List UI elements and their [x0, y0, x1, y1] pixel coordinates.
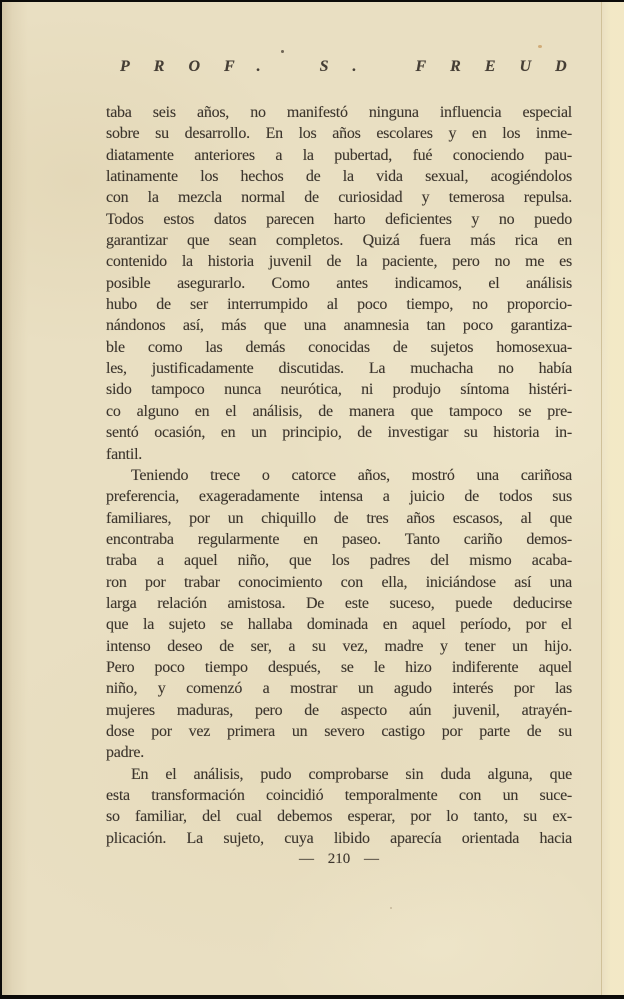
text-line: les, justificadamente discutidas. La muchacha no había	[106, 360, 572, 378]
text-line: que la sujeto se hallaba dominada en aquel período, por el	[106, 616, 572, 634]
text-line: garantizar que sean completos. Quizá fuera más rica en	[106, 232, 572, 250]
text-line: hubo de ser interrumpido al poco tiempo, no proporcio-	[106, 296, 572, 314]
text-line: fantil.	[106, 445, 143, 463]
text-line: dose por vez primera un severo castigo por parte de su	[106, 722, 572, 740]
text-line: sido tampoco nunca neurótica, ni produjo síntoma histéri-	[106, 381, 572, 399]
page-number: — 210 —	[299, 851, 379, 867]
text-line: traba a aquel niño, que los padres del mismo acaba-	[106, 552, 572, 570]
running-header: PROF. S. FREUD	[120, 58, 591, 75]
text-line: so familiar, del cual debemos esperar, por lo tanto, su ex-	[106, 808, 572, 826]
text-line: ron por trabar conocimiento con ella, iniciándose así una	[106, 573, 572, 591]
body-text	[106, 102, 572, 849]
text-line: esta transformación coincidió temporalmente con un suce-	[106, 787, 572, 804]
text-line: niño, y comenzó a mostrar un agudo interés por las	[106, 680, 572, 698]
paper-speck	[390, 907, 392, 909]
right-page-edge	[601, 2, 624, 995]
text-line: preferencia, exageradamente intensa a juicio de todos sus	[106, 488, 572, 506]
paper-speck	[281, 50, 284, 53]
text-line: familiares, por un chiquillo de tres años escasos, al que	[106, 509, 572, 527]
text-line: plicación. La sujeto, cuya libido aparecía orientada hacia	[106, 829, 572, 847]
paper-speck	[538, 45, 542, 48]
text-line: encontraba regularmente en paseo. Tanto cariño demos-	[106, 530, 572, 548]
text-line: intenso deseo de ser, a su vez, madre y tener un hijo.	[106, 637, 572, 655]
text-line: sentó ocasión, en un principio, de investigar su historia in-	[106, 424, 572, 442]
text-line: mujeres maduras, pero de aspecto aún juvenil, atrayén-	[106, 701, 572, 719]
text-line: posible asegurarlo. Como antes indicamos, el análisis	[106, 274, 572, 292]
text-line: padre.	[106, 744, 145, 762]
text-line: taba seis años, no manifestó ninguna influencia especial	[106, 104, 572, 121]
text-line: latinamente los hechos de la vida sexual, acogiéndolos	[106, 168, 572, 186]
text-line: Todos estos datos parecen harto deficientes y no puedo	[106, 210, 572, 228]
book-page	[2, 2, 624, 995]
text-line: larga relación amistosa. De este suceso, puede deducirse	[106, 594, 572, 612]
text-line: co alguno en el análisis, de manera que tampoco se pre-	[106, 402, 572, 420]
text-line: En el análisis, pudo comprobarse sin duda alguna, que	[131, 765, 572, 783]
text-line: Pero poco tiempo después, se le hizo indiferente aquel	[106, 658, 572, 676]
text-line: ble como las demás conocidas de sujetos homosexua-	[106, 338, 572, 356]
text-line: sobre su desarrollo. En los años escolares y en los inme-	[106, 125, 572, 143]
text-line: nándonos así, más que una anamnesia tan poco garantiza-	[106, 317, 572, 335]
text-line: contenido la historia juvenil de la paciente, pero no me es	[106, 253, 572, 271]
text-line: Teniendo trece o catorce años, mostró una cariñosa	[131, 466, 572, 484]
text-line: diatamente anteriores a la pubertad, fué conociendo pau-	[106, 146, 572, 164]
text-line: con la mezcla normal de curiosidad y temerosa repulsa.	[106, 189, 572, 207]
